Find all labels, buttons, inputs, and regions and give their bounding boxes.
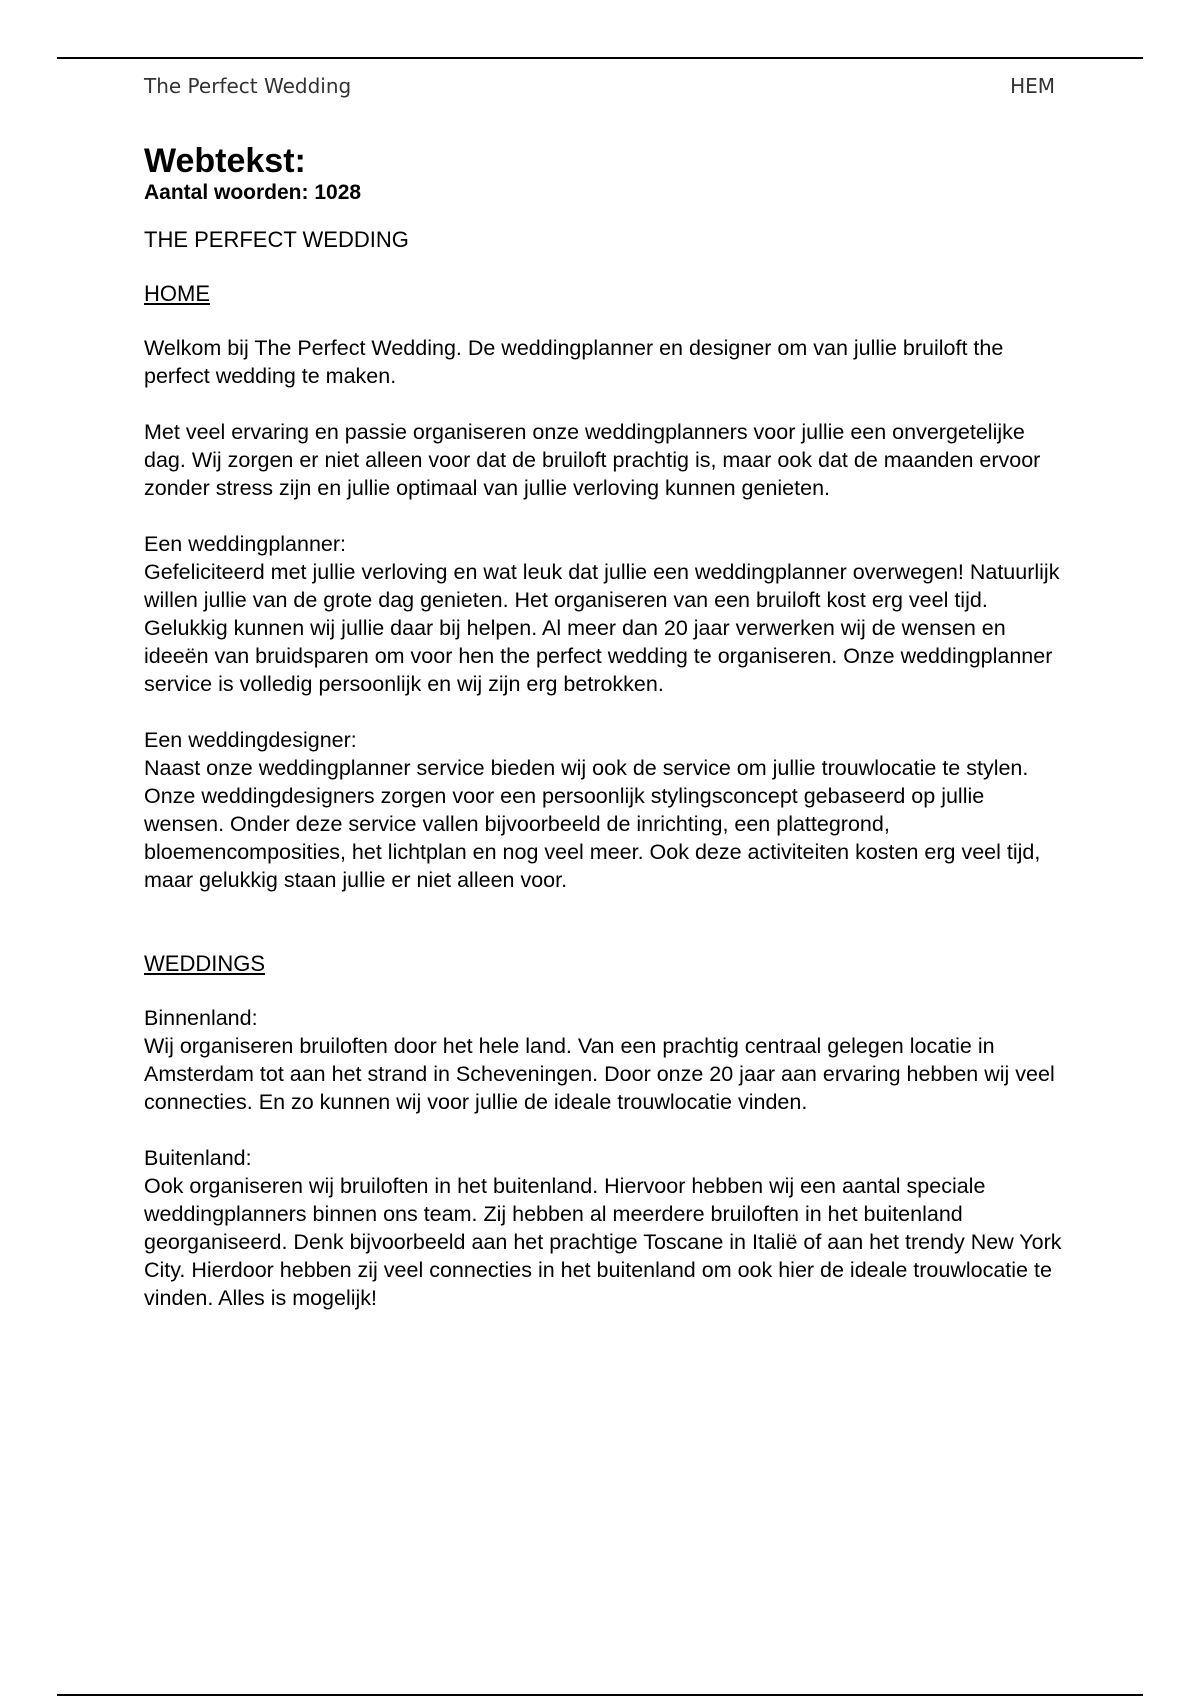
- word-count: Aantal woorden: 1028: [144, 181, 362, 204]
- planner-text: Gefeliciteerd met jullie verloving en wat leuk dat jullie een weddingplanner overwegen! Natuurlijk willen jullie van de grote dag genieten. Het organiseren van een bruiloft kost erg veel tijd. Gelukkig kunnen wij jullie daar bij helpen. Al meer dan 20 jaar verwerken wij de wensen en ideeën van bruidsparen om voor hen the perfect wedding te organiseren. Onze weddingplanner service is volledig persoonlijk en wij zijn erg betrokken.: [144, 560, 1060, 696]
- domestic-text: Wij organiseren bruiloften door het hele land. Van een prachtig centraal gelegen locatie in Amsterdam tot aan het strand in Scheveningen. Door onze 20 jaar aan ervaring hebben wij veel connecties. En zo kunnen wij voor jullie de ideale trouwlocatie vinden.: [144, 1034, 1055, 1114]
- document-body: [144, 142, 1064, 1340]
- header-title: The Perfect Wedding: [144, 74, 352, 98]
- site-name: THE PERFECT WEDDING: [144, 227, 409, 252]
- header-rule: [57, 57, 1143, 59]
- home-intro: Welkom bij The Perfect Wedding. De weddingplanner en designer om van jullie bruiloft the perfect wedding te maken.: [144, 336, 1004, 388]
- designer-text: Naast onze weddingplanner service bieden wij ook de service om jullie trouwlocatie te stylen. Onze weddingdesigners zorgen voor een persoonlijk stylingsconcept gebaseerd op jullie wensen. Onder deze service vallen bijvoorbeeld de inrichting, een plattegrond, bloemencomposities, het lichtplan en nog veel meer. Ook deze activiteiten kosten erg veel tijd, maar gelukkig staan jullie er niet alleen voor.: [144, 756, 1041, 892]
- footer-rule: [57, 1694, 1143, 1696]
- running-header: [144, 74, 1055, 98]
- abroad-heading: Buitenland:: [144, 1146, 252, 1170]
- section-spacer: [144, 922, 1064, 950]
- document-title: Webtekst:: [144, 142, 306, 180]
- header-author: HEM: [1010, 74, 1055, 98]
- home-experience: Met veel ervaring en passie organiseren onze weddingplanners voor jullie een onvergetelijke dag. Wij zorgen er niet alleen voor dat de bruiloft prachtig is, maar ook dat de maanden ervoor zonder stress zijn en jullie optimaal van jullie verloving kunnen genieten.: [144, 420, 1041, 500]
- designer-heading: Een weddingdesigner:: [144, 728, 357, 752]
- abroad-text: Ook organiseren wij bruiloften in het buitenland. Hiervoor hebben wij een aantal speciale weddingplanners binnen ons team. Zij hebben al meerdere bruiloften in het buitenland georganiseerd. Denk bijvoorbeeld aan het prachtige Toscane in Italië of aan het trendy New York City. Hierdoor hebben zij veel connecties in het buitenland om ook hier de ideale trouwlocatie te vinden. Alles is mogelijk!: [144, 1174, 1062, 1310]
- section-heading-weddings: WEDDINGS: [144, 951, 265, 976]
- domestic-heading: Binnenland:: [144, 1006, 258, 1030]
- planner-heading: Een weddingplanner:: [144, 532, 347, 556]
- section-heading-home: HOME: [144, 281, 210, 306]
